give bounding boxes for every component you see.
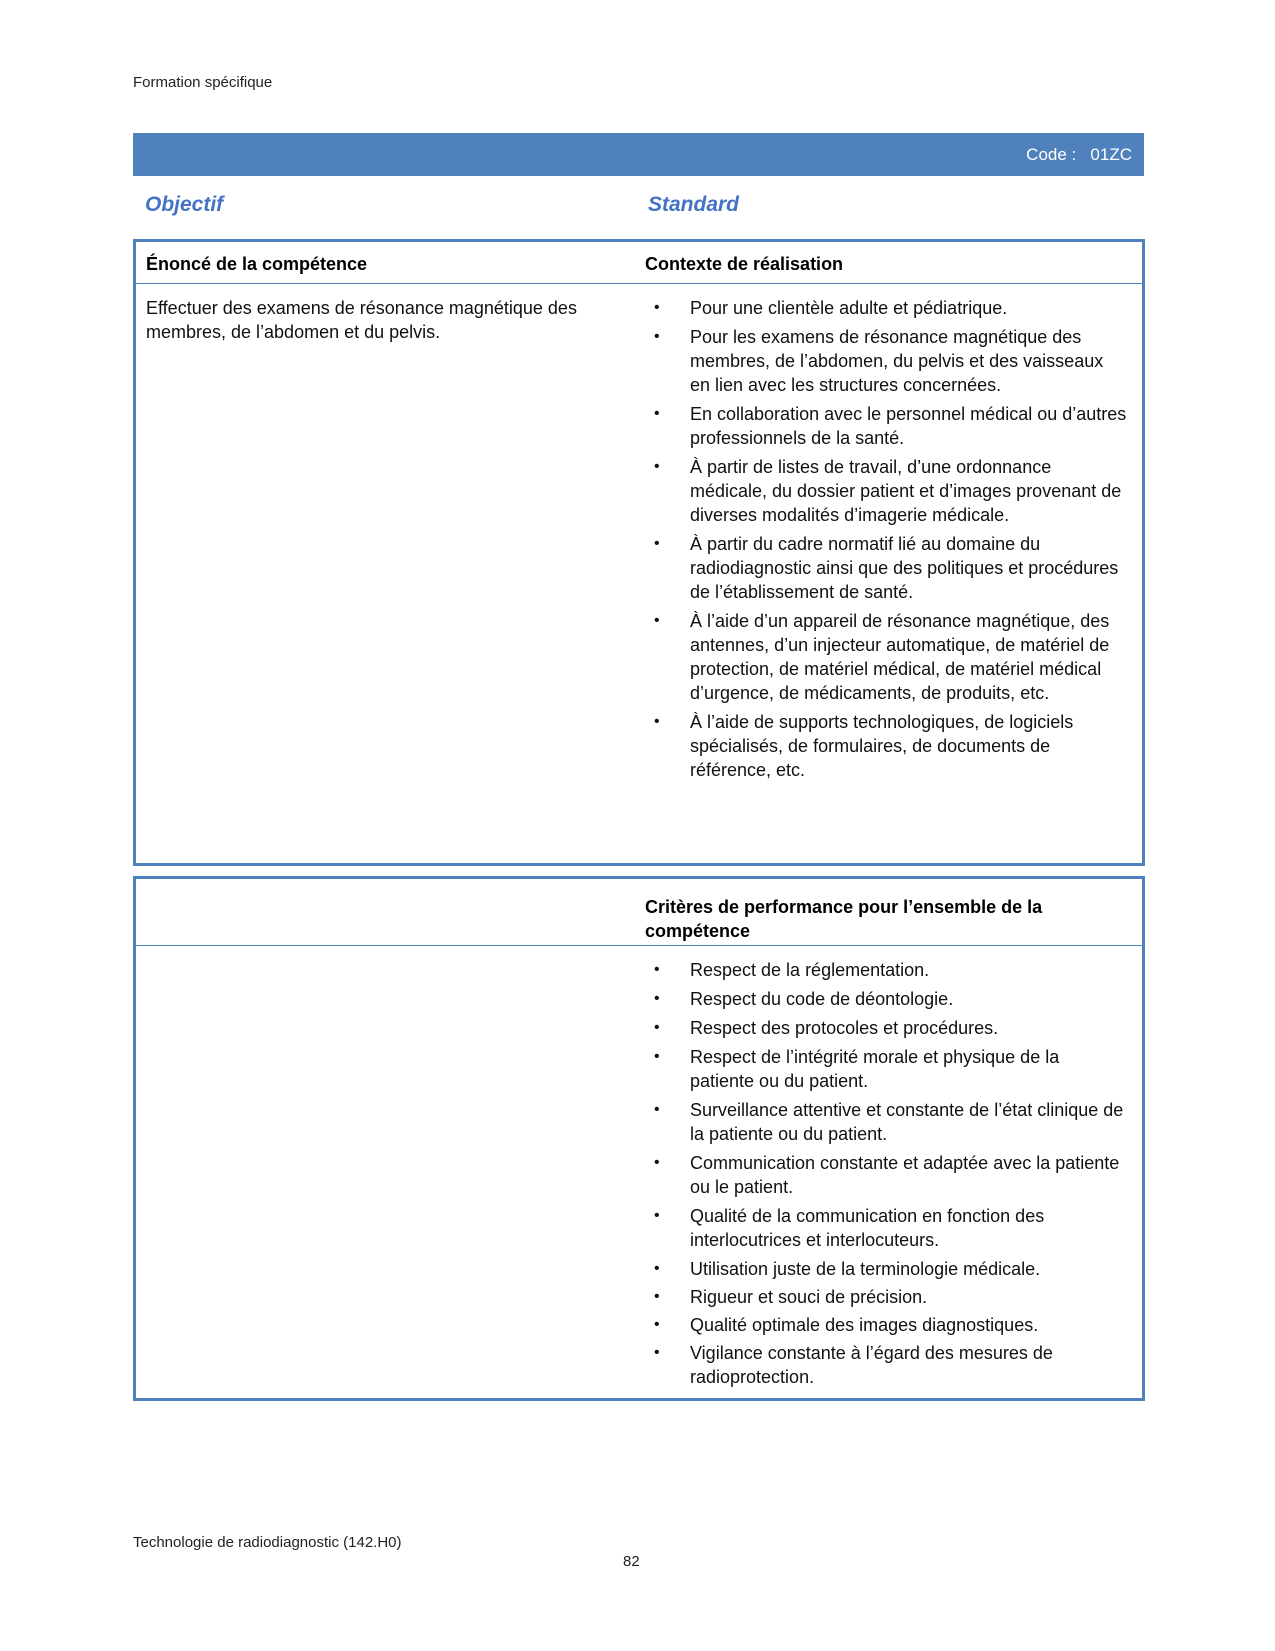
bullet-icon: • [654,1288,660,1305]
list-item: • Rigueur et souci de précision. [654,1287,928,1307]
enonce-text: Effectuer des examens de résonance magnétique des membres, de l’abdomen et du pelvis. [146,298,577,342]
bullet-icon: • [654,328,660,345]
bullet-icon: • [654,1101,660,1118]
contexte-list [651,296,1128,787]
list-item: • À partir de listes de travail, d’une ordonnance médicale, du dossier patient et d’images provenant de diverses modalités d’imagerie médicale. [654,457,1122,525]
list-item: • Respect des protocoles et procédures. [654,1018,999,1038]
bullet-icon: • [654,405,660,422]
criteres-table [133,876,1145,1401]
list-item: • Respect de l’intégrité morale et physique de la patiente ou du patient. [654,1047,1060,1091]
bullet-icon: • [654,990,660,1007]
list-item: • Respect du code de déontologie. [654,989,954,1009]
bullet-icon: • [654,458,660,475]
list-item: • À l’aide d’un appareil de résonance magnétique, des antennes, d’un injecteur automatique, de matériel de protection, de matériel médical, de matériel médical d’urgence, de médicaments, de produits, etc. [654,611,1110,703]
page-number: 82 [623,1553,640,1570]
bullet-icon: • [654,1048,660,1065]
bullet-icon: • [654,1154,660,1171]
enonce-heading: Énoncé de la compétence [146,254,368,274]
list-item: • Qualité de la communication en fonction des interlocutrices et interlocuteurs. [654,1206,1045,1250]
standard-title: Standard [648,193,740,216]
list-item: • À partir du cadre normatif lié au domaine du radiodiagnostic ainsi que des politiques et procédures de l’établissement de santé. [654,534,1119,602]
bullet-icon: • [654,1316,660,1333]
bullet-icon: • [654,535,660,552]
objectif-title: Objectif [145,193,224,216]
criteres-list [651,958,1128,1393]
code-banner [133,133,1144,176]
list-item: • Utilisation juste de la terminologie médicale. [654,1259,1041,1279]
list-item: • Vigilance constante à l’égard des mesures de radioprotection. [654,1343,1053,1387]
bullet-icon: • [654,1344,660,1361]
list-item: • Qualité optimale des images diagnostiques. [654,1315,1039,1335]
bullet-icon: • [654,612,660,629]
bullet-icon: • [654,1260,660,1277]
list-item: • Respect de la réglementation. [654,960,930,980]
list-item: • Pour une clientèle adulte et pédiatrique. [654,298,1008,318]
list-item: • Surveillance attentive et constante de l’état clinique de la patiente ou du patient. [654,1100,1124,1144]
bullet-icon: • [654,1019,660,1036]
competence-table [133,239,1145,866]
bullet-icon: • [654,1207,660,1224]
table-header-divider [136,945,1142,946]
list-item: • Communication constante et adaptée avec la patiente ou le patient. [654,1153,1120,1197]
bullet-icon: • [654,299,660,316]
list-item: • Pour les examens de résonance magnétique des membres, de l’abdomen, du pelvis et des vaisseaux en lien avec les structures concernées. [654,327,1104,395]
list-item: • À l’aide de supports technologiques, de logiciels spécialisés, de formulaires, de documents de référence, etc. [654,712,1074,780]
bullet-icon: • [654,713,660,730]
running-header: Formation spécifique [133,74,273,91]
bullet-icon: • [654,961,660,978]
list-item: • En collaboration avec le personnel médical ou d’autres professionnels de la santé. [654,404,1127,448]
table-header-divider [136,283,1142,284]
criteres-heading: Critères de performance pour l’ensemble de la compétence [645,897,1043,941]
contexte-heading: Contexte de réalisation [645,254,844,274]
running-footer: Technologie de radiodiagnostic (142.H0) [133,1534,402,1551]
competency-code: Code : 01ZC [1026,145,1132,164]
